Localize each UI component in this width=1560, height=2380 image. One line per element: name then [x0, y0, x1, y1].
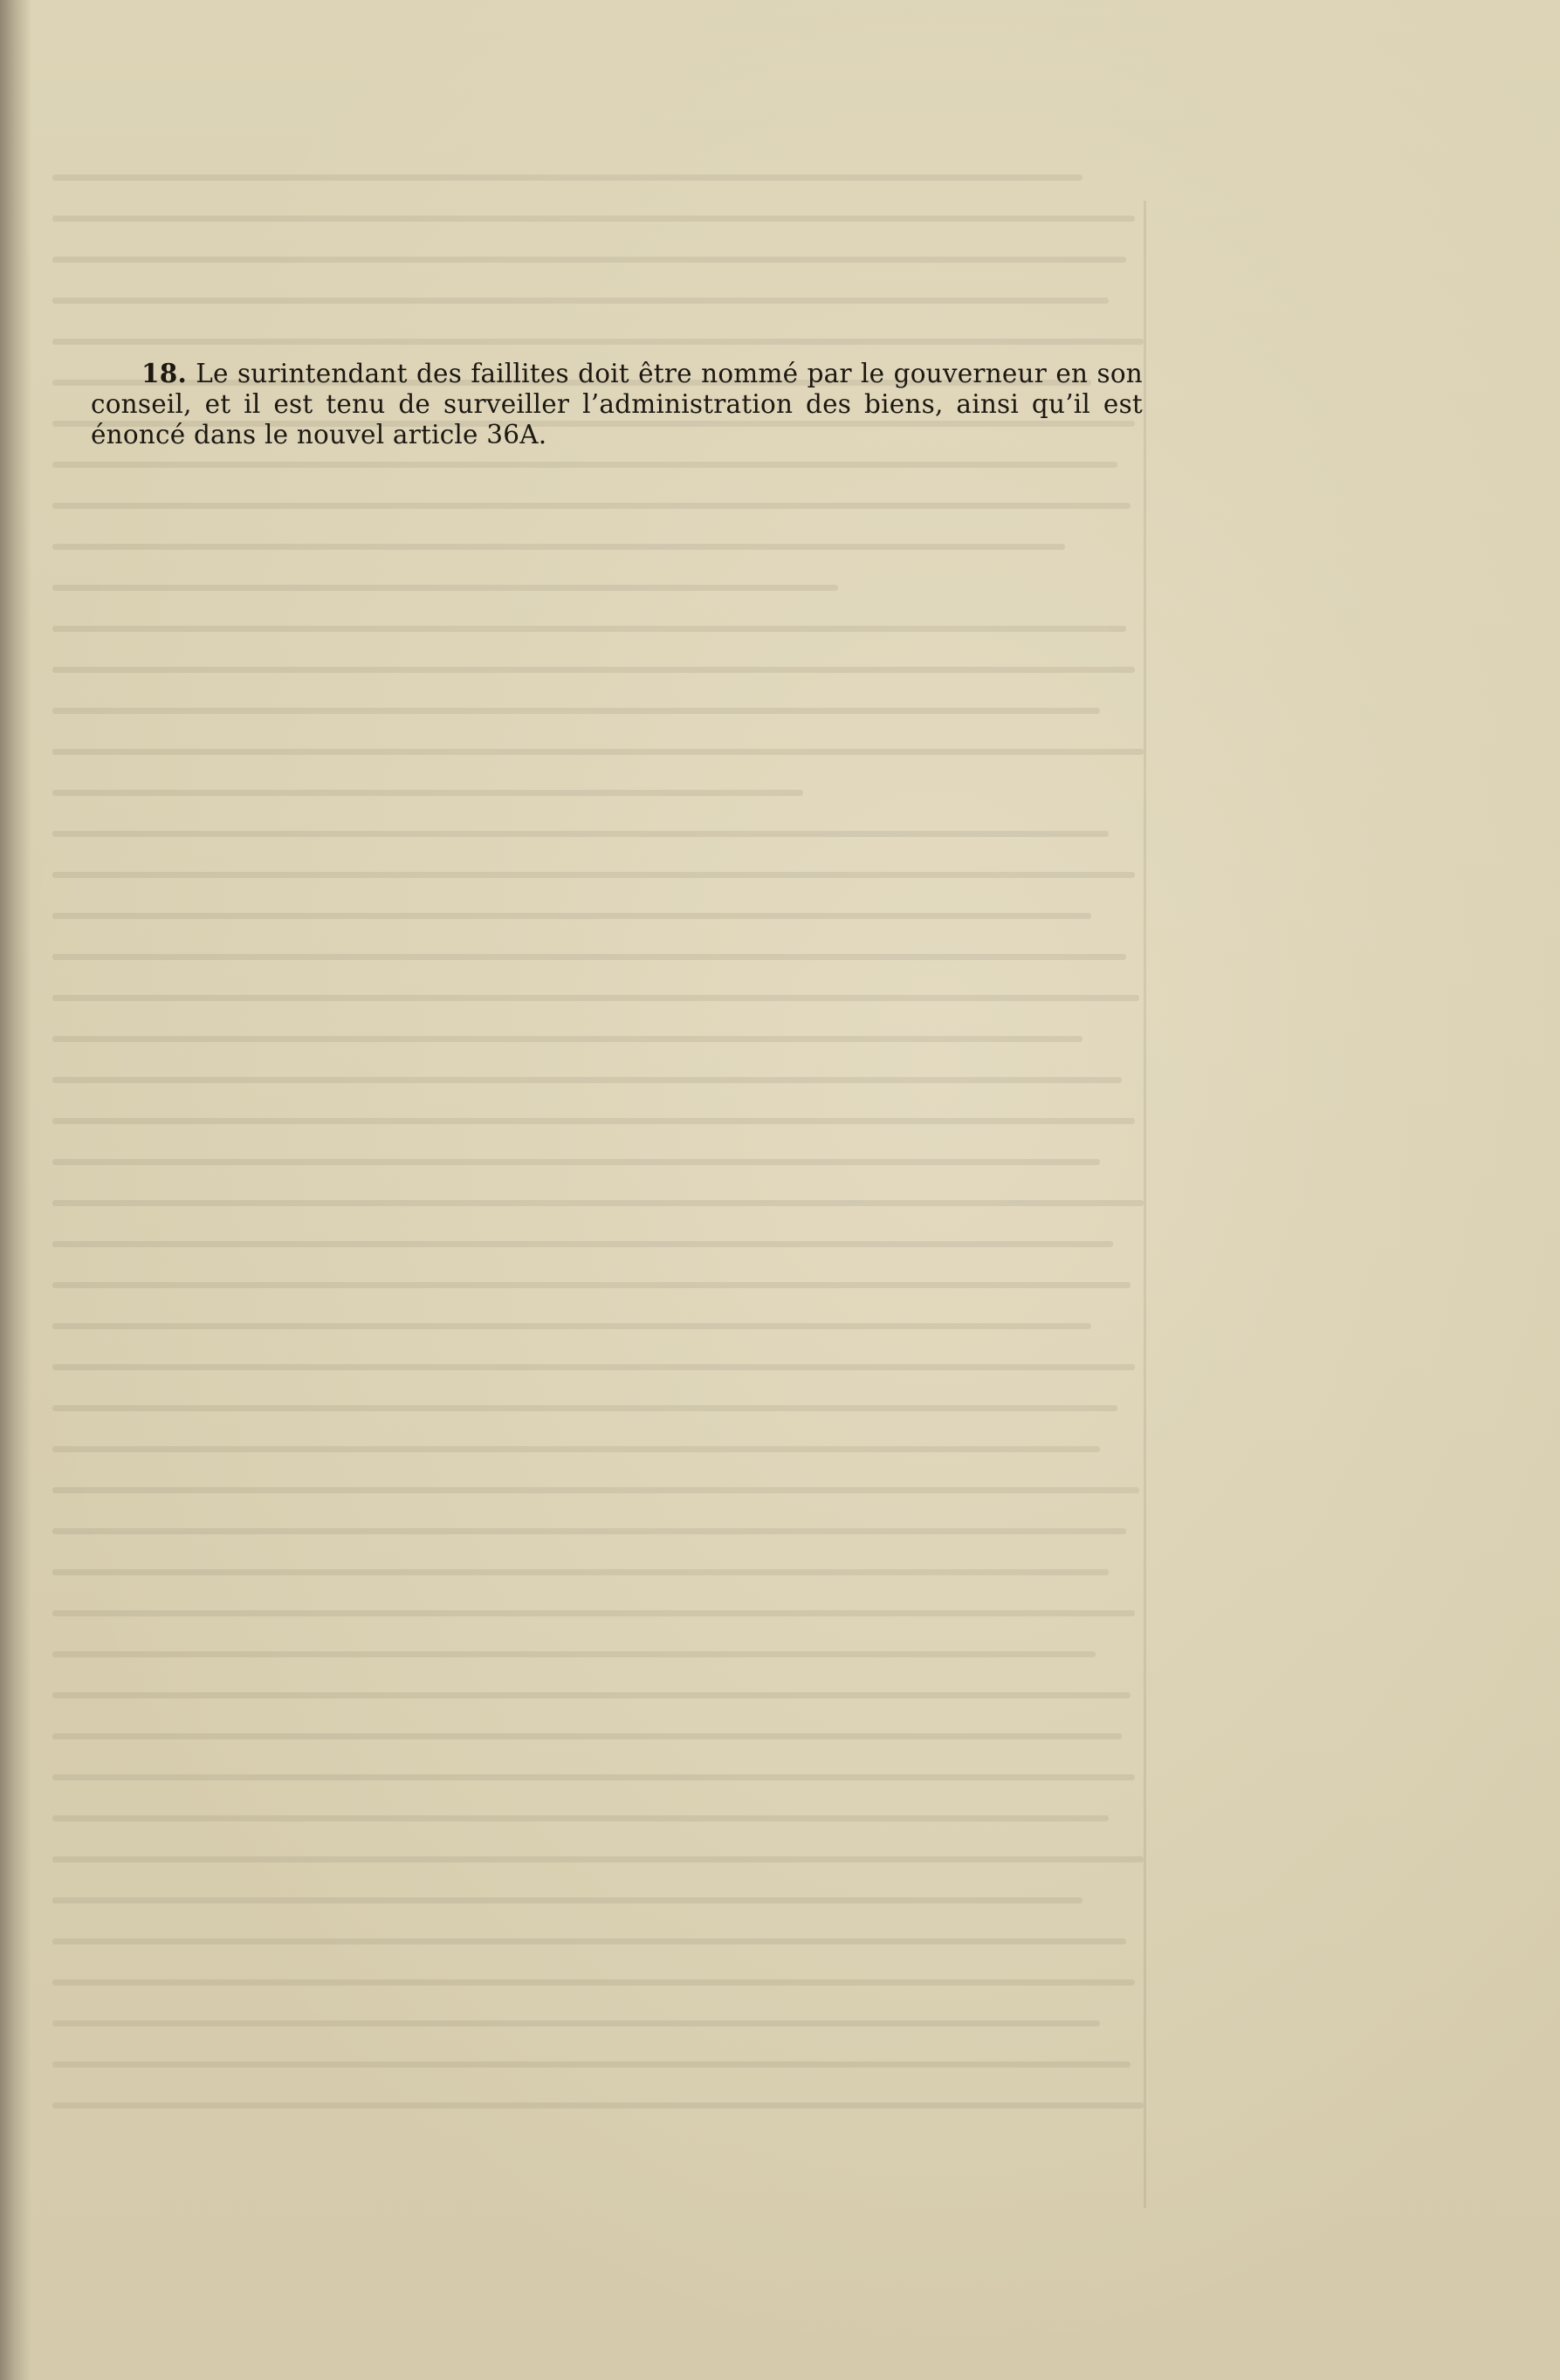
bleed-through-line: [52, 1118, 1135, 1124]
bleed-through-line: [52, 872, 1135, 878]
bleed-through-line: [52, 995, 1139, 1001]
bleed-through-line: [52, 216, 1135, 222]
bleed-through-texture: [52, 175, 1362, 2269]
bleed-through-line: [52, 2020, 1100, 2027]
bleed-through-line: [52, 1774, 1135, 1780]
bleed-through-line: [52, 1528, 1126, 1534]
bleed-through-line: [52, 1077, 1122, 1083]
bleed-through-line: [52, 1651, 1096, 1657]
bleed-through-line: [52, 462, 1117, 468]
bleed-through-line: [52, 626, 1126, 632]
bleed-through-line: [52, 667, 1135, 673]
bleed-through-line: [52, 1159, 1100, 1165]
bleed-through-line: [52, 1979, 1135, 1986]
bleed-through-line: [52, 1487, 1139, 1493]
bleed-through-line: [52, 1323, 1091, 1329]
bleed-through-line: [52, 913, 1091, 919]
bleed-through-line: [52, 1815, 1109, 1821]
bleed-through-line: [52, 831, 1109, 837]
bleed-through-line: [52, 585, 838, 591]
bleed-through-line: [52, 2102, 1144, 2109]
bleed-through-line: [52, 1282, 1130, 1288]
bleed-through-line: [52, 1446, 1100, 1452]
bleed-through-line: [52, 1610, 1135, 1616]
bleed-through-line: [52, 1692, 1130, 1698]
bleed-through-line: [52, 2061, 1130, 2068]
bleed-through-line: [52, 1364, 1135, 1370]
paragraph-body: [91, 358, 1143, 450]
paragraph-18: [91, 358, 1143, 450]
paragraph-number: 18.: [141, 358, 187, 388]
bleed-through-line: [52, 1036, 1082, 1042]
bleed-through-line: [52, 1897, 1082, 1903]
bleed-through-line: [52, 790, 803, 796]
bleed-through-line: [52, 257, 1126, 263]
bleed-through-line: [52, 175, 1082, 181]
bleed-through-line: [52, 1405, 1117, 1411]
bleed-through-line: [52, 1938, 1126, 1944]
bleed-through-rule: [1144, 201, 1146, 2208]
bleed-through-line: [52, 1241, 1113, 1247]
bleed-through-line: [52, 544, 1065, 550]
bleed-through-line: [52, 708, 1100, 714]
bleed-through-line: [52, 1856, 1144, 1862]
bleed-through-line: [52, 954, 1126, 960]
bleed-through-line: [52, 1733, 1122, 1739]
bleed-through-line: [52, 339, 1144, 345]
binding-shadow: [0, 0, 31, 2380]
paragraph-text: Le surintendant des faillites doit être nommé par le gouverneur en son conseil, et il est tenu de surveiller l’administration des biens, ainsi qu’il est énoncé dans le nouvel article 36A.: [91, 359, 1143, 449]
bleed-through-line: [52, 298, 1109, 304]
bleed-through-line: [52, 503, 1130, 509]
bleed-through-line: [52, 749, 1144, 755]
bleed-through-line: [52, 1569, 1109, 1575]
bleed-through-line: [52, 1200, 1144, 1206]
